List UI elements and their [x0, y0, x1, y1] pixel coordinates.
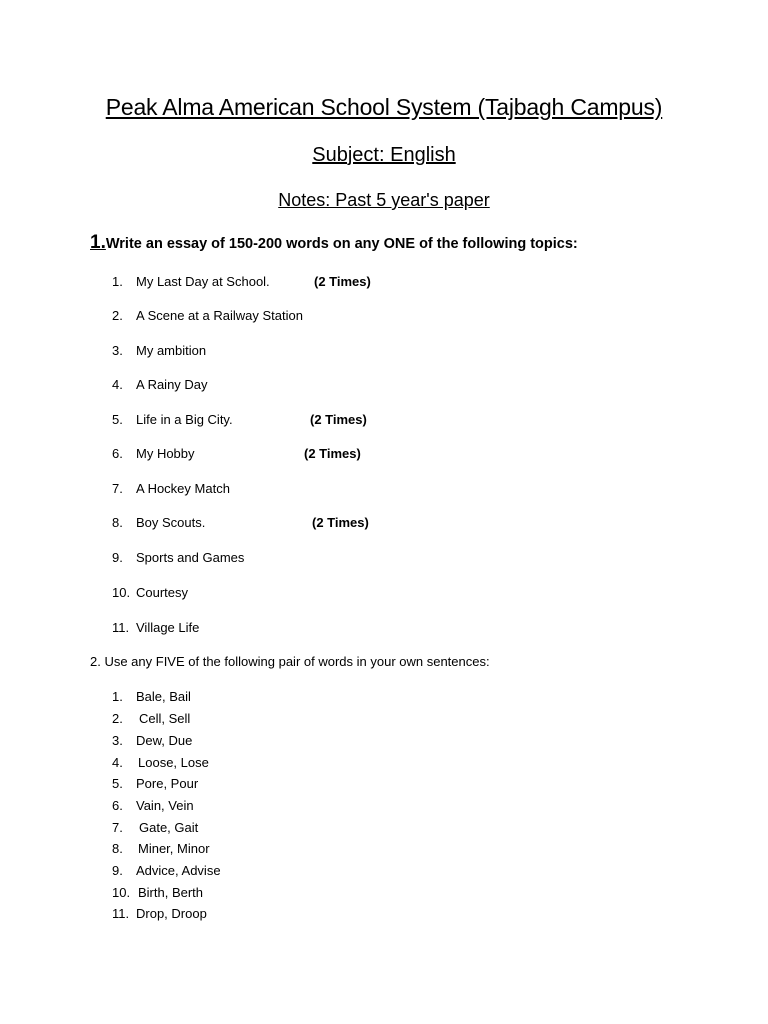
topic-number: 3.: [112, 343, 123, 358]
times-badge: (2 Times): [304, 446, 361, 461]
topic-number: 10.: [112, 585, 131, 600]
pair-number: 5.: [112, 776, 123, 791]
topic-number: 2.: [112, 308, 123, 323]
pair-text: Pore, Pour: [136, 776, 199, 791]
document-title: Peak Alma American School System (Tajbagh Campus): [105, 94, 663, 120]
topic-text: Courtesy: [136, 585, 189, 600]
pair-text: Advice, Advise: [136, 863, 221, 878]
pair-text: Loose, Lose: [138, 755, 209, 770]
topic-number: 9.: [112, 550, 123, 565]
question-1-prompt: [90, 232, 578, 254]
pair-text: Dew, Due: [136, 733, 193, 748]
question-2-prompt: 2. Use any FIVE of the following pair of words in your own sentences:: [90, 654, 490, 669]
question-1-number: 1.: [90, 232, 106, 253]
times-badge: (2 Times): [310, 412, 367, 427]
pair-number: 6.: [112, 798, 123, 813]
topic-number: 6.: [112, 446, 123, 461]
question-1-text: Write an essay of 150-200 words on any ONE of the following topics:: [105, 236, 578, 252]
topic-text: A Rainy Day: [136, 377, 208, 392]
pair-number: 11.: [112, 906, 130, 921]
pair-number: 7.: [112, 820, 123, 835]
pair-number: 1.: [112, 689, 123, 704]
pair-number: 3.: [112, 733, 123, 748]
times-badge: (2 Times): [314, 274, 371, 289]
topic-number: 11.: [112, 620, 130, 635]
topic-text: My Last Day at School.: [136, 274, 270, 289]
subject-heading: Subject: English: [312, 144, 456, 166]
pair-number: 10.: [112, 885, 131, 900]
pair-text: Bale, Bail: [136, 689, 191, 704]
pair-text: Vain, Vein: [136, 798, 194, 813]
topic-text: Life in a Big City.: [136, 412, 233, 427]
topic-number: 8.: [112, 515, 123, 530]
topic-text: Village Life: [136, 620, 200, 635]
notes-heading: Notes: Past 5 year's paper: [278, 190, 490, 210]
times-badge: (2 Times): [312, 515, 369, 530]
pair-text: Gate, Gait: [139, 820, 199, 835]
topic-text: My Hobby: [136, 446, 195, 461]
pair-number: 2.: [112, 711, 123, 726]
pair-number: 8.: [112, 841, 123, 856]
pair-text: Cell, Sell: [139, 711, 191, 726]
pair-text: Drop, Droop: [136, 906, 207, 921]
pair-text: Miner, Minor: [138, 841, 210, 856]
topic-number: 7.: [112, 481, 123, 496]
topic-text: Sports and Games: [136, 550, 245, 565]
topic-number: 1.: [112, 274, 123, 289]
pair-text: Birth, Berth: [138, 885, 204, 900]
topic-text: A Scene at a Railway Station: [136, 308, 303, 323]
topic-number: 4.: [112, 377, 123, 392]
pair-number: 9.: [112, 863, 123, 878]
topic-text: Boy Scouts.: [136, 515, 206, 530]
topic-text: A Hockey Match: [136, 481, 230, 496]
topic-number: 5.: [112, 412, 123, 427]
pair-number: 4.: [112, 755, 123, 770]
topic-text: My ambition: [136, 343, 207, 358]
